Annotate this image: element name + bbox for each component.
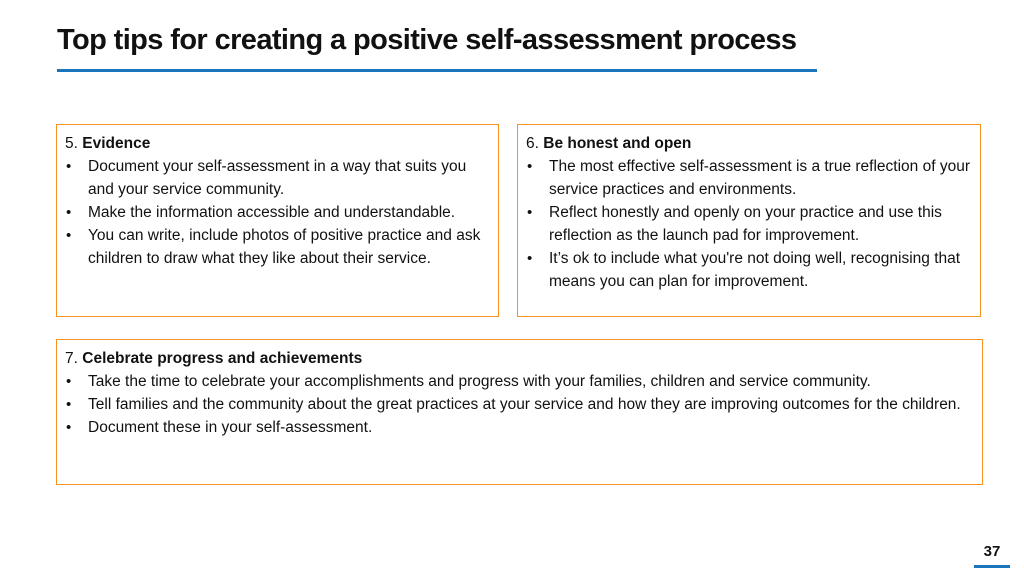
tip-title: Be honest and open [543, 135, 692, 152]
list-item: • The most effective self-assessment is a true reflection of your service practices and environments. [526, 155, 972, 201]
list-item: • Reflect honestly and openly on your practice and use this reflection as the launch pad for improvement. [526, 201, 972, 247]
tip-box-celebrate [56, 339, 983, 485]
list-item: • Document your self-assessment in a way that suits you and your service community. [65, 155, 490, 201]
tip-bullet-list [65, 155, 490, 270]
tip-bullet-list [526, 155, 972, 293]
list-item: • Take the time to celebrate your accomplishments and progress with your families, children and service community. [65, 370, 974, 393]
tip-number: 5. [65, 135, 78, 152]
page-title: Top tips for creating a positive self-assessment process [57, 24, 797, 56]
list-item: • Document these in your self-assessment. [65, 416, 974, 439]
tip-title: Celebrate progress and achievements [82, 350, 363, 367]
tip-heading [526, 132, 972, 155]
tip-number: 7. [65, 350, 78, 367]
list-item: • It’s ok to include what you're not doing well, recognising that means you can plan for improvement. [526, 247, 972, 293]
tip-heading [65, 347, 974, 370]
tip-title: Evidence [82, 135, 151, 152]
tip-number: 6. [526, 135, 539, 152]
list-item: • Make the information accessible and understandable. [65, 201, 490, 224]
list-item: • You can write, include photos of positive practice and ask children to draw what they like about their service. [65, 224, 490, 270]
page-number-underline [974, 565, 1010, 568]
page-number: 37 [983, 543, 1001, 560]
tip-box-evidence [56, 124, 499, 317]
tip-bullet-list [65, 370, 974, 439]
list-item: • Tell families and the community about the great practices at your service and how they are improving outcomes for the children. [65, 393, 974, 416]
tip-heading [65, 132, 490, 155]
title-underline [57, 69, 817, 72]
tip-box-honest [517, 124, 981, 317]
